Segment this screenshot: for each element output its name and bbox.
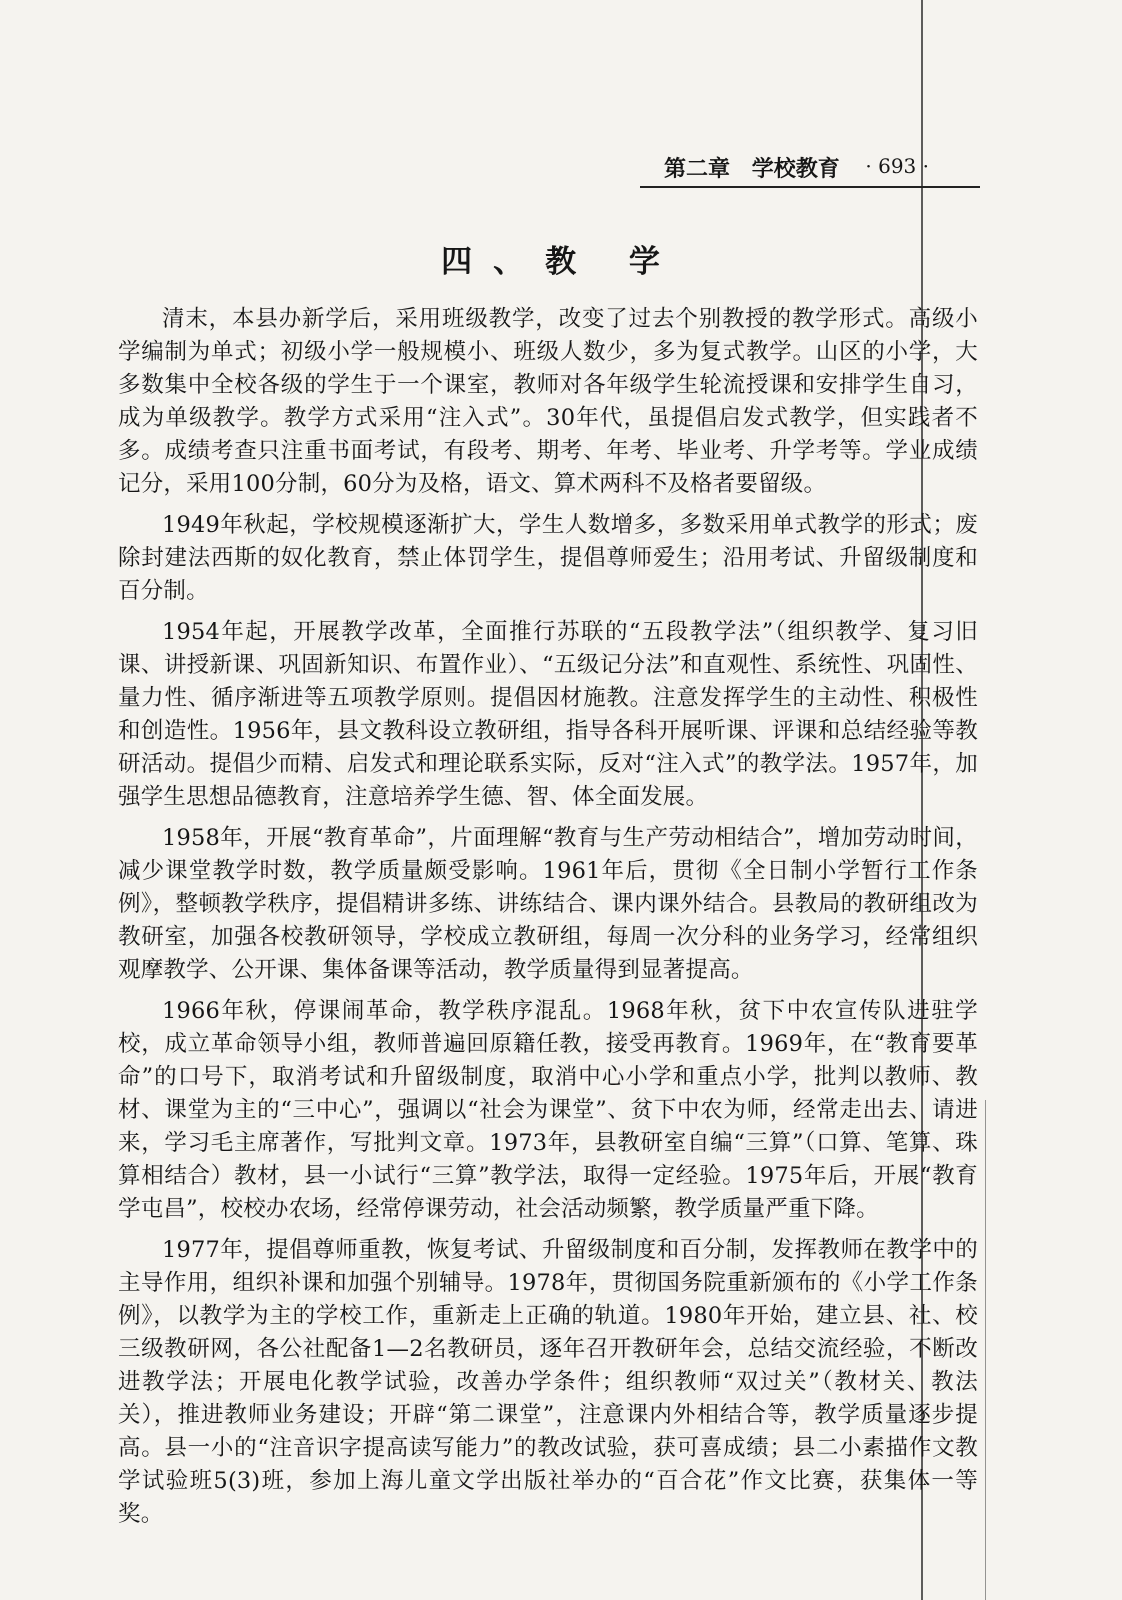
page-number: · 693 · (865, 154, 929, 178)
paragraph: 清末，本县办新学后，采用班级教学，改变了过去个别教授的教学形式。高级小学编制为单式；初级小学一般规模小、班级人数少，多为复式教学。山区的小学，大多数集中全校各级的学生于一个课室，教师对各年级学生轮流授课和安排学生自习，成为单级教学。教学方式采用“注入式”。30年代，虽提倡启发式教学，但实践者不多。成绩考查只注重书面考试，有段考、期考、年考、毕业考、升学考等。学业成绩记分，采用100分制，60分为及格，语文、算术两科不及格者要留级。 (118, 306, 978, 497)
scan-artifact-line-secondary (985, 1100, 986, 1600)
header-chapter: 第二章 (664, 157, 731, 182)
header-section: 学校教育 (751, 157, 840, 182)
section-title: 四、教 学 (441, 244, 681, 280)
body-text (118, 303, 978, 1531)
paragraph: 1949年秋起，学校规模逐渐扩大，学生人数增多，多数采用单式教学的形式；废除封建法西斯的奴化教育，禁止体罚学生，提倡尊师爱生；沿用考试、升留级制度和百分制。 (118, 512, 978, 604)
paragraph: 1966年秋，停课闹革命，教学秩序混乱。1968年秋，贫下中农宣传队进驻学校，成立革命领导小组，教师普遍回原籍任教，接受再教育。1969年，在“教育要革命”的口号下，取消考试和升留级制度，取消中心小学和重点小学，批判以教师、教材、课堂为主的“三中心”，强调以“社会为课堂”、贫下中农为师，经常走出去、请进来，学习毛主席著作，写批判文章。1973年，县教研室自编“三算”（口算、笔算、珠算相结合）教材，县一小试行“三算”教学法，取得一定经验。1975年后，开展“教育学屯昌”，校校办农场，经常停课劳动，社会活动频繁，教学质量严重下降。 (118, 998, 978, 1222)
paragraph: 1977年，提倡尊师重教，恢复考试、升留级制度和百分制，发挥教师在教学中的主导作用，组织补课和加强个别辅导。1978年，贯彻国务院重新颁布的《小学工作条例》，以教学为主的学校工作，重新走上正确的轨道。1980年开始，建立县、社、校三级教研网，各公社配备1—2名教研员，逐年召开教研年会，总结交流经验，不断改进教学法；开展电化教学试验，改善办学条件；组织教师“双过关”（教材关、教法关），推进教师业务建设；开辟“第二课堂”，注意课内外相结合等，教学质量逐步提高。县一小的“注音识字提高读写能力”的教改试验，获可喜成绩；县二小素描作文教学试验班5(3)班，参加上海儿童文学出版社举办的“百合花”作文比赛，获集体一等奖。 (118, 1237, 978, 1527)
running-header (640, 152, 980, 188)
paragraph: 1954年起，开展教学改革，全面推行苏联的“五段教学法”（组织教学、复习旧课、讲授新课、巩固新知识、布置作业）、“五级记分法”和直观性、系统性、巩固性、量力性、循序渐进等五项教学原则。提倡因材施教。注意发挥学生的主动性、积极性和创造性。1956年，县文教科设立教研组，指导各科开展听课、评课和总结经验等教研活动。提倡少而精、启发式和理论联系实际，反对“注入式”的教学法。1957年，加强学生思想品德教育，注意培养学生德、智、体全面发展。 (118, 619, 978, 810)
paragraph: 1958年，开展“教育革命”，片面理解“教育与生产劳动相结合”，增加劳动时间，减少课堂教学时数，教学质量颇受影响。1961年后，贯彻《全日制小学暂行工作条例》，整顿教学秩序，提倡精讲多练、讲练结合、课内课外结合。县教局的教研组改为教研室，加强各校教研领导，学校成立教研组，每周一次分科的业务学习，经常组织观摩教学、公开课、集体备课等活动，教学质量得到显著提高。 (118, 825, 978, 983)
